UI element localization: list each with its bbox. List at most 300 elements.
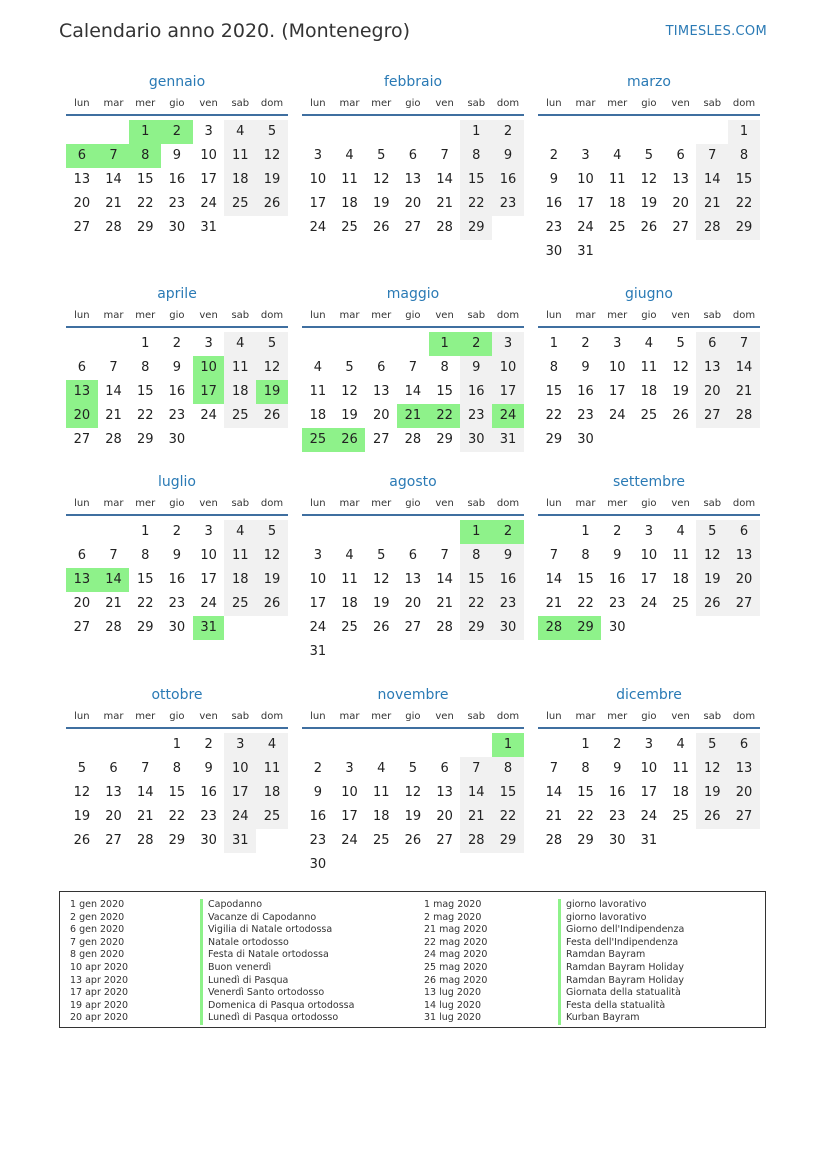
day-cell[interactable]: 17 [608, 384, 626, 399]
day-cell[interactable]: 20 [73, 196, 91, 211]
day-cell[interactable]: 20 [672, 196, 689, 211]
day-cell[interactable]: 15 [577, 572, 594, 587]
day-cell[interactable]: 12 [640, 172, 658, 187]
day-cell[interactable]: 15 [728, 168, 760, 192]
day-cell[interactable]: 26 [696, 805, 728, 829]
day-cell[interactable]: 15 [168, 785, 186, 800]
day-cell[interactable]: 20 [372, 408, 390, 423]
day-cell[interactable]: 26 [256, 592, 288, 616]
day-cell[interactable]: 17 [200, 172, 217, 187]
day-cell[interactable]: 29 [436, 432, 453, 447]
day-cell[interactable]: 16 [577, 384, 594, 399]
day-cell[interactable]: 2 [172, 524, 182, 539]
day-cell[interactable]: 8 [141, 360, 150, 375]
day-cell[interactable]: 17 [640, 785, 658, 800]
day-cell[interactable]: 26 [372, 620, 390, 635]
day-cell[interactable]: 24 [341, 833, 358, 848]
day-cell[interactable]: 27 [672, 220, 689, 235]
day-cell[interactable]: 8 [440, 360, 449, 375]
day-cell[interactable]: 3 [204, 336, 213, 351]
day-cell[interactable]: 2 [492, 120, 524, 144]
day-cell[interactable]: 10 [341, 785, 358, 800]
day-cell[interactable]: 31 [640, 833, 658, 848]
day-cell[interactable]: 2 [313, 761, 322, 776]
day-cell[interactable]: 5 [345, 360, 354, 375]
day-cell[interactable]: 13 [728, 544, 760, 568]
day-cell[interactable]: 13 [73, 172, 91, 187]
day-cell[interactable]: 15 [460, 168, 492, 192]
day-cell[interactable]: 25 [672, 596, 689, 611]
day-cell[interactable]: 19 [696, 568, 728, 592]
day-cell[interactable]: 10 [200, 148, 217, 163]
day-cell[interactable]: 16 [309, 809, 327, 824]
day-cell[interactable]: 26 [334, 428, 366, 452]
day-cell[interactable]: 4 [345, 548, 354, 563]
day-cell[interactable]: 10 [309, 572, 327, 587]
day-cell[interactable]: 8 [581, 548, 590, 563]
day-cell[interactable]: 30 [168, 432, 186, 447]
day-cell[interactable]: 6 [377, 360, 386, 375]
day-cell[interactable]: 7 [141, 761, 150, 776]
day-cell[interactable]: 31 [200, 220, 217, 235]
day-cell[interactable]: 13 [66, 380, 98, 404]
day-cell[interactable]: 22 [460, 192, 492, 216]
day-cell[interactable]: 27 [73, 432, 91, 447]
day-cell[interactable]: 20 [73, 596, 91, 611]
day-cell[interactable]: 13 [372, 384, 390, 399]
day-cell[interactable]: 27 [728, 805, 760, 829]
day-cell[interactable]: 18 [224, 168, 256, 192]
day-cell[interactable]: 13 [672, 172, 689, 187]
day-cell[interactable]: 1 [581, 737, 590, 752]
day-cell[interactable]: 4 [377, 761, 386, 776]
day-cell[interactable]: 10 [193, 356, 225, 380]
day-cell[interactable]: 30 [608, 620, 626, 635]
day-cell[interactable]: 10 [309, 172, 327, 187]
day-cell[interactable]: 7 [696, 144, 728, 168]
day-cell[interactable]: 3 [313, 148, 322, 163]
day-cell[interactable]: 22 [728, 192, 760, 216]
day-cell[interactable]: 27 [404, 220, 422, 235]
day-cell[interactable]: 30 [168, 620, 186, 635]
day-cell[interactable]: 1 [492, 733, 524, 757]
day-cell[interactable]: 31 [224, 829, 256, 853]
day-cell[interactable]: 9 [492, 544, 524, 568]
day-cell[interactable]: 28 [436, 620, 453, 635]
day-cell[interactable]: 18 [341, 596, 358, 611]
day-cell[interactable]: 31 [577, 244, 594, 259]
day-cell[interactable]: 19 [404, 809, 422, 824]
day-cell[interactable]: 4 [256, 733, 288, 757]
day-cell[interactable]: 3 [224, 733, 256, 757]
day-cell[interactable]: 11 [256, 757, 288, 781]
day-cell[interactable]: 9 [172, 548, 182, 563]
day-cell[interactable]: 7 [109, 548, 118, 563]
day-cell[interactable]: 2 [549, 148, 558, 163]
day-cell[interactable]: 4 [676, 737, 685, 752]
day-cell[interactable]: 9 [172, 148, 182, 163]
day-cell[interactable]: 25 [224, 192, 256, 216]
day-cell[interactable]: 23 [608, 809, 626, 824]
day-cell[interactable]: 16 [460, 380, 492, 404]
day-cell[interactable]: 20 [728, 781, 760, 805]
day-cell[interactable]: 30 [608, 833, 626, 848]
day-cell[interactable]: 11 [224, 544, 256, 568]
day-cell[interactable]: 15 [136, 384, 154, 399]
day-cell[interactable]: 14 [105, 384, 122, 399]
day-cell[interactable]: 5 [644, 148, 654, 163]
day-cell[interactable]: 20 [404, 596, 422, 611]
day-cell[interactable]: 6 [77, 548, 86, 563]
day-cell[interactable]: 24 [200, 408, 217, 423]
day-cell[interactable]: 22 [492, 805, 524, 829]
day-cell[interactable]: 10 [608, 360, 626, 375]
day-cell[interactable]: 23 [309, 833, 327, 848]
day-cell[interactable]: 3 [204, 124, 213, 139]
day-cell[interactable]: 5 [377, 548, 386, 563]
day-cell[interactable]: 16 [168, 384, 186, 399]
brand-logo[interactable]: TIMESLES.COM [665, 24, 767, 39]
day-cell[interactable]: 10 [640, 548, 658, 563]
day-cell[interactable]: 27 [728, 592, 760, 616]
day-cell[interactable]: 23 [168, 408, 186, 423]
day-cell[interactable]: 22 [168, 809, 186, 824]
day-cell[interactable]: 28 [696, 216, 728, 240]
day-cell[interactable]: 25 [341, 220, 358, 235]
day-cell[interactable]: 15 [136, 572, 154, 587]
day-cell[interactable]: 3 [644, 524, 654, 539]
day-cell[interactable]: 7 [440, 548, 449, 563]
day-cell[interactable]: 11 [608, 172, 626, 187]
day-cell[interactable]: 4 [676, 524, 685, 539]
day-cell[interactable]: 2 [492, 520, 524, 544]
day-cell[interactable]: 9 [460, 356, 492, 380]
day-cell[interactable]: 23 [492, 592, 524, 616]
day-cell[interactable]: 3 [204, 524, 213, 539]
day-cell[interactable]: 21 [545, 596, 563, 611]
day-cell[interactable]: 19 [372, 196, 390, 211]
day-cell[interactable]: 30 [309, 857, 327, 872]
day-cell[interactable]: 9 [613, 548, 622, 563]
day-cell[interactable]: 15 [545, 384, 563, 399]
day-cell[interactable]: 16 [200, 785, 217, 800]
day-cell[interactable]: 6 [408, 548, 418, 563]
day-cell[interactable]: 8 [581, 761, 590, 776]
day-cell[interactable]: 29 [136, 620, 154, 635]
day-cell[interactable]: 17 [309, 596, 327, 611]
day-cell[interactable]: 28 [436, 220, 453, 235]
day-cell[interactable]: 9 [613, 761, 622, 776]
day-cell[interactable]: 7 [408, 360, 418, 375]
day-cell[interactable]: 18 [309, 408, 327, 423]
day-cell[interactable]: 6 [408, 148, 418, 163]
day-cell[interactable]: 7 [728, 332, 760, 356]
day-cell[interactable]: 24 [224, 805, 256, 829]
day-cell[interactable]: 6 [109, 761, 118, 776]
day-cell[interactable]: 18 [372, 809, 390, 824]
day-cell[interactable]: 5 [256, 520, 288, 544]
day-cell[interactable]: 9 [313, 785, 322, 800]
day-cell[interactable]: 29 [136, 432, 154, 447]
day-cell[interactable]: 22 [577, 596, 594, 611]
day-cell[interactable]: 29 [460, 616, 492, 640]
day-cell[interactable]: 27 [436, 833, 453, 848]
day-cell[interactable]: 22 [136, 196, 154, 211]
day-cell[interactable]: 17 [200, 572, 217, 587]
day-cell[interactable]: 30 [545, 244, 563, 259]
day-cell[interactable]: 25 [256, 805, 288, 829]
day-cell[interactable]: 14 [728, 356, 760, 380]
day-cell[interactable]: 12 [672, 360, 689, 375]
day-cell[interactable]: 11 [309, 384, 327, 399]
day-cell[interactable]: 19 [696, 781, 728, 805]
day-cell[interactable]: 3 [644, 737, 654, 752]
day-cell[interactable]: 2 [161, 120, 193, 144]
day-cell[interactable]: 31 [309, 644, 327, 659]
day-cell[interactable]: 22 [136, 596, 154, 611]
day-cell[interactable]: 26 [372, 220, 390, 235]
day-cell[interactable]: 24 [640, 596, 658, 611]
day-cell[interactable]: 21 [696, 192, 728, 216]
day-cell[interactable]: 26 [404, 833, 422, 848]
day-cell[interactable]: 23 [168, 596, 186, 611]
day-cell[interactable]: 23 [200, 809, 217, 824]
day-cell[interactable]: 17 [193, 380, 225, 404]
day-cell[interactable]: 15 [460, 568, 492, 592]
day-cell[interactable]: 29 [545, 432, 563, 447]
day-cell[interactable]: 13 [66, 568, 98, 592]
day-cell[interactable]: 14 [696, 168, 728, 192]
day-cell[interactable]: 27 [696, 404, 728, 428]
day-cell[interactable]: 12 [696, 757, 728, 781]
day-cell[interactable]: 17 [309, 196, 327, 211]
day-cell[interactable]: 24 [200, 596, 217, 611]
day-cell[interactable]: 15 [136, 172, 154, 187]
day-cell[interactable]: 5 [676, 336, 685, 351]
day-cell[interactable]: 10 [492, 356, 524, 380]
day-cell[interactable]: 21 [105, 408, 122, 423]
day-cell[interactable]: 26 [640, 220, 658, 235]
day-cell[interactable]: 25 [302, 428, 334, 452]
day-cell[interactable]: 2 [613, 524, 622, 539]
day-cell[interactable]: 16 [608, 785, 626, 800]
day-cell[interactable]: 13 [404, 172, 422, 187]
day-cell[interactable]: 23 [492, 192, 524, 216]
day-cell[interactable]: 7 [98, 144, 130, 168]
day-cell[interactable]: 6 [728, 520, 760, 544]
day-cell[interactable]: 2 [581, 336, 590, 351]
day-cell[interactable]: 18 [608, 196, 626, 211]
day-cell[interactable]: 29 [460, 216, 492, 240]
day-cell[interactable]: 1 [429, 332, 461, 356]
day-cell[interactable]: 27 [404, 620, 422, 635]
day-cell[interactable]: 18 [640, 384, 658, 399]
day-cell[interactable]: 14 [545, 785, 563, 800]
day-cell[interactable]: 19 [256, 380, 288, 404]
day-cell[interactable]: 23 [168, 196, 186, 211]
day-cell[interactable]: 19 [341, 408, 358, 423]
day-cell[interactable]: 22 [460, 592, 492, 616]
day-cell[interactable]: 19 [256, 168, 288, 192]
day-cell[interactable]: 21 [105, 596, 122, 611]
day-cell[interactable]: 10 [200, 548, 217, 563]
day-cell[interactable]: 31 [193, 616, 225, 640]
day-cell[interactable]: 8 [141, 548, 150, 563]
day-cell[interactable]: 16 [492, 168, 524, 192]
day-cell[interactable]: 4 [224, 332, 256, 356]
day-cell[interactable]: 2 [613, 737, 622, 752]
day-cell[interactable]: 26 [73, 833, 91, 848]
day-cell[interactable]: 19 [73, 809, 91, 824]
day-cell[interactable]: 7 [109, 360, 118, 375]
day-cell[interactable]: 22 [577, 809, 594, 824]
day-cell[interactable]: 12 [256, 544, 288, 568]
day-cell[interactable]: 18 [224, 568, 256, 592]
day-cell[interactable]: 6 [440, 761, 449, 776]
day-cell[interactable]: 28 [105, 432, 122, 447]
day-cell[interactable]: 8 [549, 360, 558, 375]
day-cell[interactable]: 17 [640, 572, 658, 587]
day-cell[interactable]: 20 [696, 380, 728, 404]
day-cell[interactable]: 24 [577, 220, 594, 235]
day-cell[interactable]: 8 [460, 544, 492, 568]
day-cell[interactable]: 11 [224, 356, 256, 380]
day-cell[interactable]: 28 [105, 220, 122, 235]
day-cell[interactable]: 11 [224, 144, 256, 168]
day-cell[interactable]: 13 [105, 785, 122, 800]
day-cell[interactable]: 8 [492, 757, 524, 781]
day-cell[interactable]: 24 [640, 809, 658, 824]
day-cell[interactable]: 1 [460, 520, 492, 544]
day-cell[interactable]: 20 [105, 809, 122, 824]
day-cell[interactable]: 17 [224, 781, 256, 805]
day-cell[interactable]: 14 [436, 172, 453, 187]
day-cell[interactable]: 28 [545, 833, 563, 848]
day-cell[interactable]: 25 [224, 404, 256, 428]
day-cell[interactable]: 19 [256, 568, 288, 592]
day-cell[interactable]: 21 [397, 404, 429, 428]
day-cell[interactable]: 6 [676, 148, 685, 163]
day-cell[interactable]: 3 [345, 761, 354, 776]
day-cell[interactable]: 4 [345, 148, 354, 163]
day-cell[interactable]: 1 [460, 120, 492, 144]
day-cell[interactable]: 21 [436, 196, 453, 211]
day-cell[interactable]: 15 [492, 781, 524, 805]
day-cell[interactable]: 11 [341, 572, 358, 587]
day-cell[interactable]: 26 [256, 404, 288, 428]
day-cell[interactable]: 23 [545, 220, 563, 235]
day-cell[interactable]: 9 [549, 172, 558, 187]
day-cell[interactable]: 25 [672, 809, 689, 824]
day-cell[interactable]: 27 [105, 833, 122, 848]
day-cell[interactable]: 7 [549, 761, 558, 776]
day-cell[interactable]: 8 [172, 761, 182, 776]
day-cell[interactable]: 12 [372, 172, 390, 187]
day-cell[interactable]: 29 [570, 616, 602, 640]
day-cell[interactable]: 9 [492, 144, 524, 168]
day-cell[interactable]: 3 [492, 332, 524, 356]
day-cell[interactable]: 12 [404, 785, 422, 800]
day-cell[interactable]: 8 [728, 144, 760, 168]
day-cell[interactable]: 26 [256, 192, 288, 216]
day-cell[interactable]: 10 [577, 172, 594, 187]
day-cell[interactable]: 1 [129, 120, 161, 144]
day-cell[interactable]: 24 [608, 408, 626, 423]
day-cell[interactable]: 11 [672, 548, 689, 563]
day-cell[interactable]: 14 [404, 384, 422, 399]
day-cell[interactable]: 12 [73, 785, 91, 800]
day-cell[interactable]: 24 [309, 220, 327, 235]
day-cell[interactable]: 9 [204, 761, 213, 776]
day-cell[interactable]: 23 [577, 408, 594, 423]
day-cell[interactable]: 17 [577, 196, 594, 211]
day-cell[interactable]: 3 [313, 548, 322, 563]
day-cell[interactable]: 11 [640, 360, 658, 375]
day-cell[interactable]: 16 [168, 172, 186, 187]
day-cell[interactable]: 5 [696, 733, 728, 757]
day-cell[interactable]: 30 [492, 616, 524, 640]
day-cell[interactable]: 1 [549, 336, 558, 351]
day-cell[interactable]: 1 [172, 737, 182, 752]
day-cell[interactable]: 20 [436, 809, 453, 824]
day-cell[interactable]: 12 [372, 572, 390, 587]
day-cell[interactable]: 27 [73, 220, 91, 235]
day-cell[interactable]: 5 [408, 761, 418, 776]
day-cell[interactable]: 17 [492, 380, 524, 404]
day-cell[interactable]: 10 [224, 757, 256, 781]
day-cell[interactable]: 18 [224, 380, 256, 404]
day-cell[interactable]: 7 [460, 757, 492, 781]
day-cell[interactable]: 3 [613, 336, 622, 351]
day-cell[interactable]: 14 [98, 568, 130, 592]
day-cell[interactable]: 28 [728, 404, 760, 428]
day-cell[interactable]: 9 [172, 360, 182, 375]
day-cell[interactable]: 22 [545, 408, 563, 423]
day-cell[interactable]: 28 [538, 616, 570, 640]
day-cell[interactable]: 29 [728, 216, 760, 240]
day-cell[interactable]: 2 [460, 332, 492, 356]
day-cell[interactable]: 11 [341, 172, 358, 187]
day-cell[interactable]: 5 [256, 332, 288, 356]
day-cell[interactable]: 1 [581, 524, 590, 539]
day-cell[interactable]: 4 [613, 148, 622, 163]
day-cell[interactable]: 25 [341, 620, 358, 635]
day-cell[interactable]: 28 [460, 829, 492, 853]
day-cell[interactable]: 11 [672, 761, 689, 776]
day-cell[interactable]: 21 [436, 596, 453, 611]
day-cell[interactable]: 9 [581, 360, 590, 375]
day-cell[interactable]: 23 [608, 596, 626, 611]
day-cell[interactable]: 29 [168, 833, 186, 848]
day-cell[interactable]: 3 [581, 148, 590, 163]
day-cell[interactable]: 19 [672, 384, 689, 399]
day-cell[interactable]: 6 [696, 332, 728, 356]
day-cell[interactable]: 19 [640, 196, 658, 211]
day-cell[interactable]: 19 [372, 596, 390, 611]
day-cell[interactable]: 14 [545, 572, 563, 587]
day-cell[interactable]: 20 [66, 404, 98, 428]
day-cell[interactable]: 8 [129, 144, 161, 168]
day-cell[interactable]: 11 [372, 785, 390, 800]
day-cell[interactable]: 5 [696, 520, 728, 544]
day-cell[interactable]: 16 [545, 196, 563, 211]
day-cell[interactable]: 16 [492, 568, 524, 592]
day-cell[interactable]: 13 [404, 572, 422, 587]
day-cell[interactable]: 21 [136, 809, 154, 824]
day-cell[interactable]: 27 [372, 432, 390, 447]
day-cell[interactable]: 14 [436, 572, 453, 587]
day-cell[interactable]: 4 [224, 120, 256, 144]
